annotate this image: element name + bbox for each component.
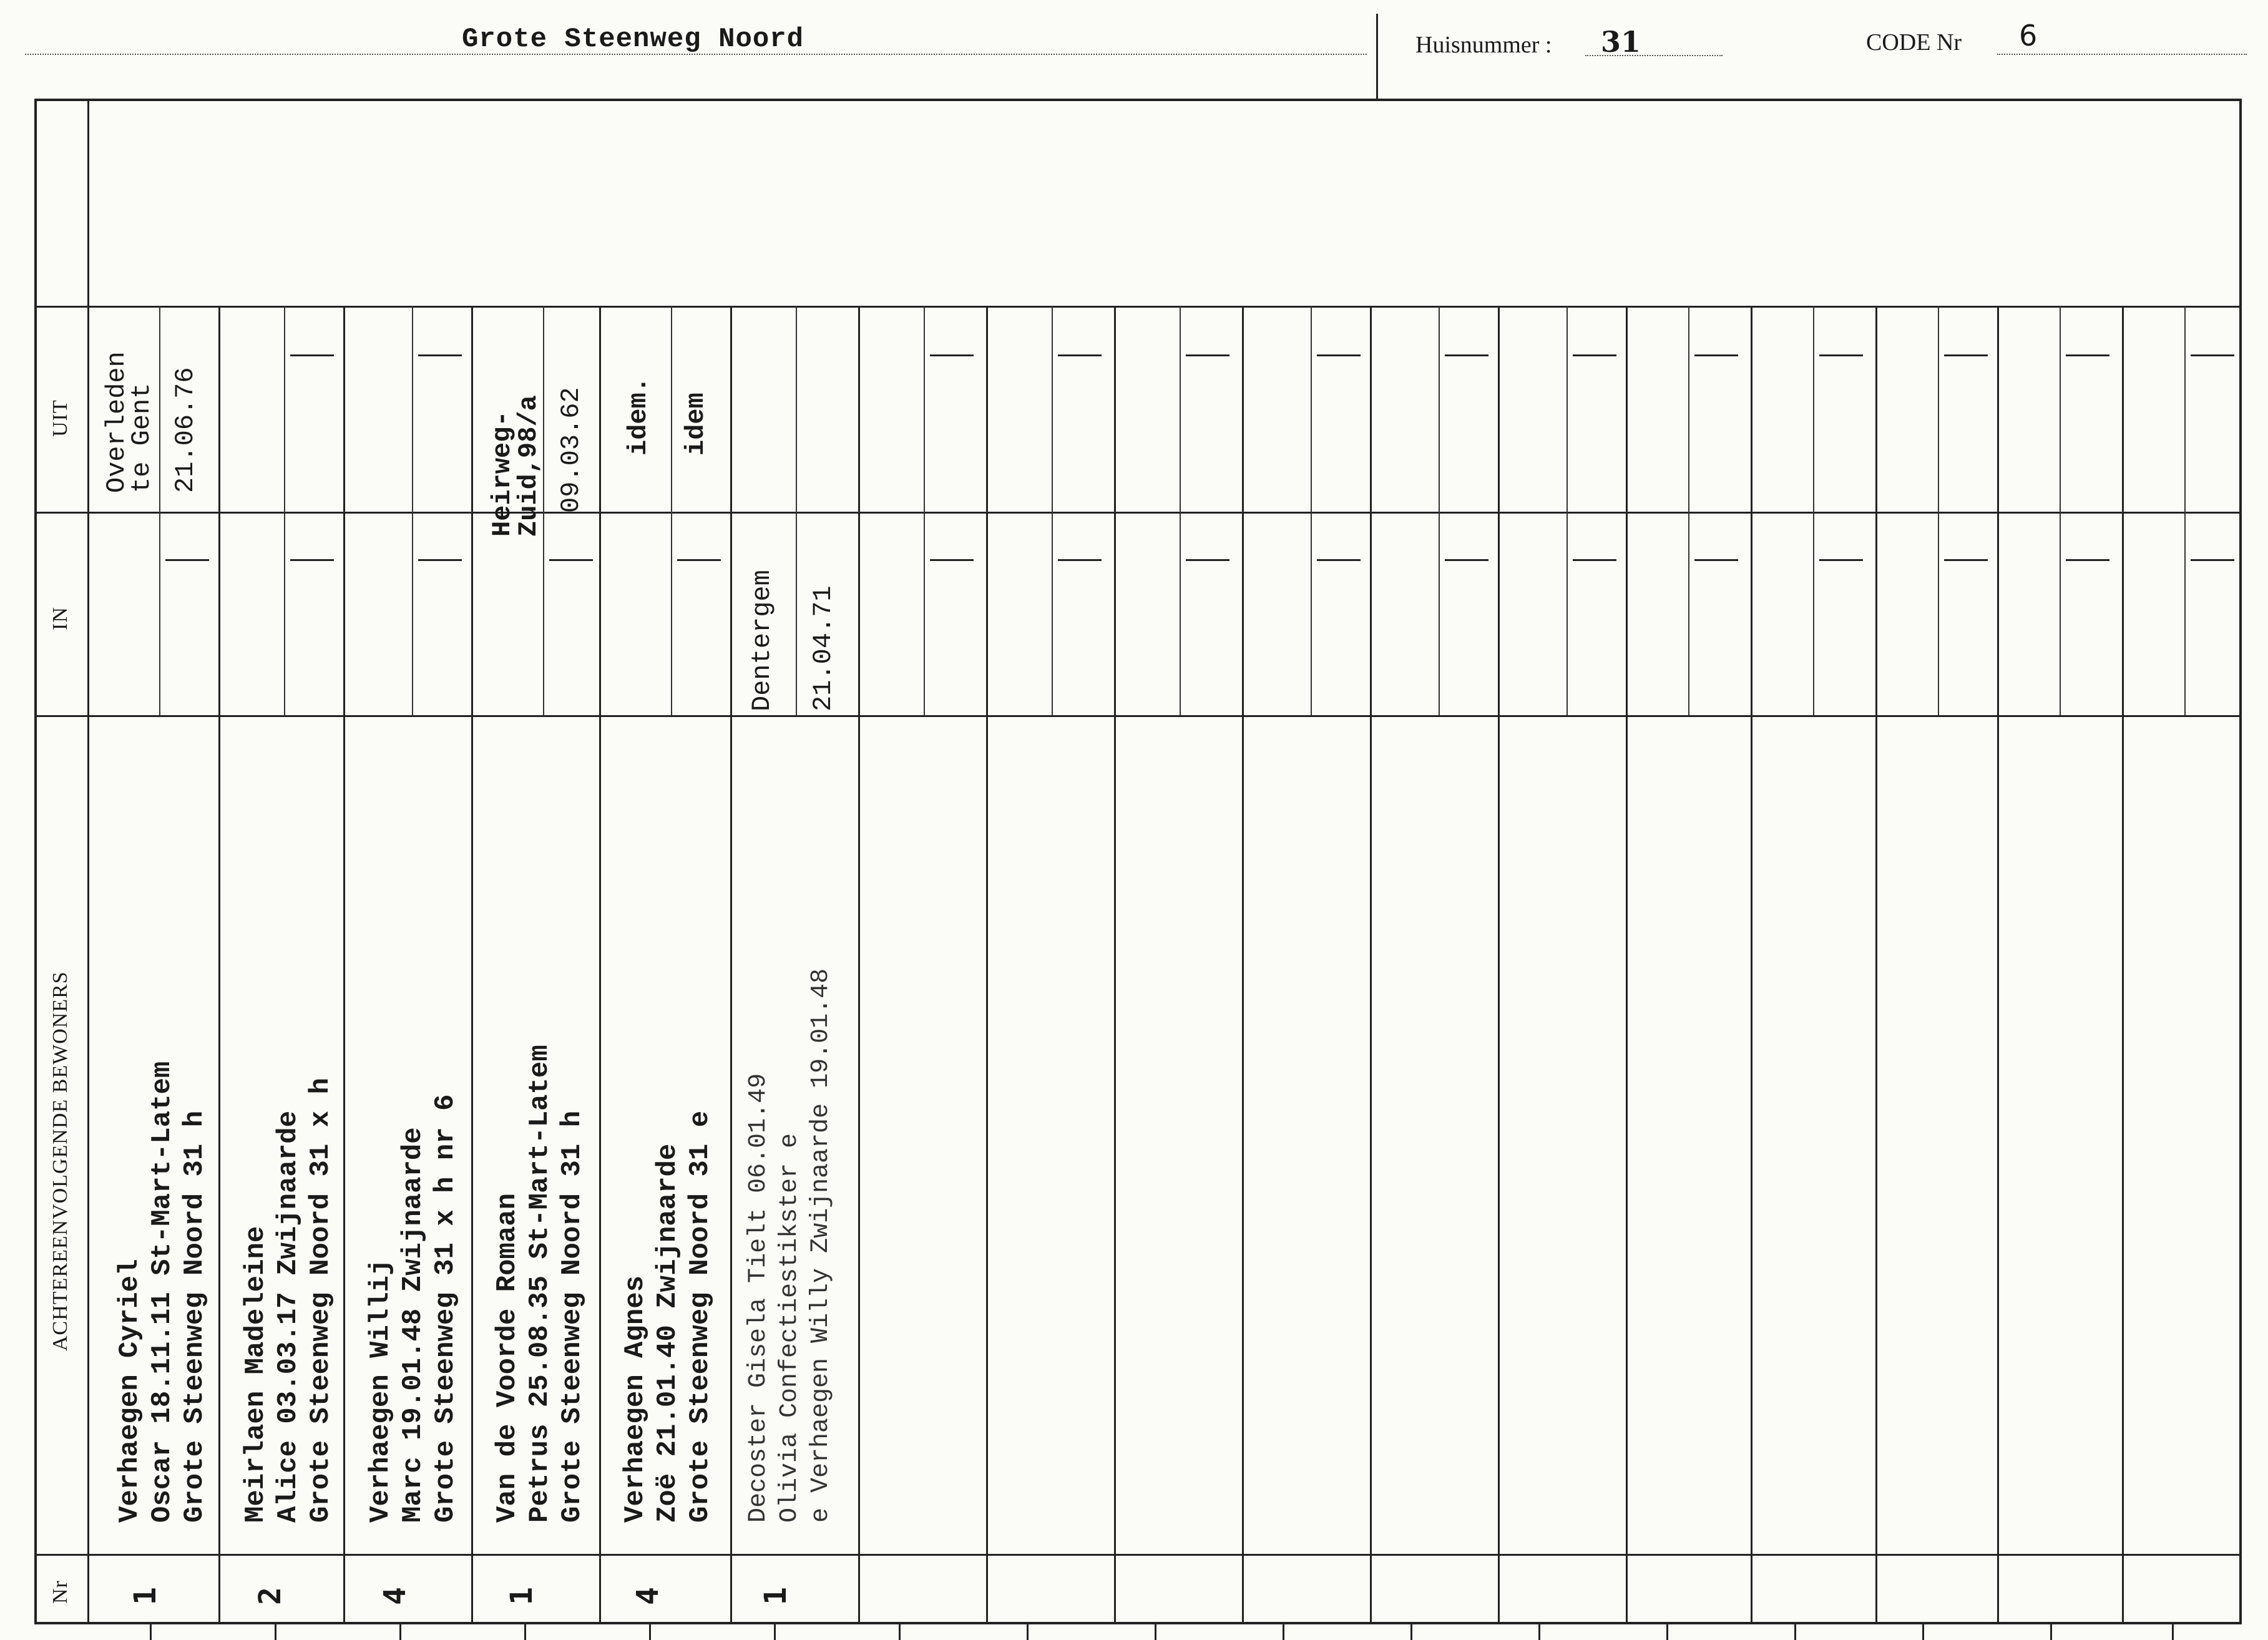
resident-name-line: Verhaegen Willij [365, 1259, 396, 1523]
uit-empty-dash [1317, 354, 1361, 356]
resident-birth-line: Marc 19.01.48 Zwijnaarde [398, 1127, 429, 1523]
subcol-12 [1567, 306, 1568, 715]
col-divider-1 [218, 306, 220, 1624]
in-empty-dash [290, 559, 334, 561]
uit-empty-dash [2191, 354, 2234, 356]
uit-place: idem. [623, 376, 653, 456]
resident-name-line: Van de Voorde Romaan [492, 1193, 523, 1523]
in-empty-dash [1573, 559, 1616, 561]
in-empty-dash [165, 559, 209, 561]
header-separator [1376, 14, 1378, 100]
col-divider-15 [1997, 306, 1999, 1624]
uit-date: idem [681, 393, 711, 456]
uit-empty-dash [1819, 354, 1863, 356]
subcol-17 [2184, 306, 2186, 715]
subcol-1 [159, 306, 160, 715]
subcol-5 [671, 306, 672, 715]
divider-in-bewoners [34, 715, 2242, 717]
in-empty-dash [418, 559, 462, 561]
resident-address-line: Grote Steenweg Noord 31 x h [305, 1078, 336, 1523]
edge-tick [899, 1623, 901, 1640]
in-empty-dash [1317, 559, 1361, 561]
edge-tick [1538, 1623, 1540, 1640]
edge-tick [649, 1623, 651, 1640]
uit-place: Overleden [102, 351, 132, 493]
col-divider-10 [1370, 306, 1372, 1624]
uit-date: 21.06.76 [170, 367, 200, 493]
uit-date: 09.03.62 [556, 387, 586, 513]
in-empty-dash [2066, 559, 2109, 561]
in-empty-dash [1445, 559, 1488, 561]
resident-name-line: Decoster Gisela Tielt 06.01.49 [745, 1073, 773, 1523]
uit-empty-dash [290, 354, 334, 356]
uit-empty-dash [2066, 354, 2109, 356]
edge-tick [774, 1623, 776, 1640]
label-column-edge [87, 99, 89, 1624]
subcol-16 [2060, 306, 2061, 715]
code-dotted-line [1997, 54, 2247, 55]
uit-empty-dash [1944, 354, 1988, 356]
record-nr: 4 [630, 1587, 665, 1605]
col-divider-13 [1751, 306, 1752, 1624]
subcol-7 [924, 306, 925, 715]
edge-tick [1410, 1623, 1412, 1640]
resident-birth-line: Petrus 25.08.35 St-Mart-Latem [524, 1045, 555, 1523]
col-divider-2 [343, 306, 345, 1624]
col-divider-9 [1242, 306, 1244, 1624]
col-divider-5 [730, 306, 732, 1624]
uit-empty-dash [1445, 354, 1488, 356]
in-empty-dash [930, 559, 974, 561]
edge-tick [524, 1623, 526, 1640]
edge-tick [399, 1623, 401, 1640]
col-divider-16 [2122, 306, 2124, 1624]
subcol-10 [1311, 306, 1312, 715]
col-divider-11 [1498, 306, 1500, 1624]
resident-address-line: Grote Steenweg Noord 31 h [557, 1110, 588, 1523]
edge-tick [2050, 1623, 2052, 1640]
divider-top-blank [34, 306, 2242, 308]
subcol-2 [284, 306, 285, 715]
subcol-8 [1052, 306, 1053, 715]
uit-empty-dash [418, 354, 462, 356]
in-section-label: IN [49, 607, 72, 630]
resident-birth-line: Oscar 18.11.11 St-Mart-Latem [147, 1061, 178, 1523]
edge-tick [275, 1623, 276, 1640]
code-value: 6 [2019, 19, 2038, 52]
subcol-9 [1180, 306, 1181, 715]
edge-tick [1666, 1623, 1668, 1640]
edge-tick [1027, 1623, 1029, 1640]
edge-tick [150, 1623, 152, 1640]
record-nr: 4 [378, 1587, 413, 1605]
resident-birth-line: Zoë 21.01.40 Zwijnaarde [652, 1143, 683, 1523]
uit-empty-dash [1058, 354, 1102, 356]
uit-empty-dash [1694, 354, 1738, 356]
nr-section-label: Nr [49, 1580, 72, 1604]
resident-birth-line: Olivia Confectiestikster e [776, 1133, 804, 1523]
in-place: Dentergem [747, 570, 777, 711]
resident-name-line: Verhaegen Cyriel [114, 1259, 145, 1523]
bewoners-section-label: ACHTEREENVOLGENDE BEWONERS [49, 971, 72, 1351]
record-nr: 1 [504, 1587, 539, 1605]
uit-empty-dash [1573, 354, 1616, 356]
divider-bewoners-nr [34, 1554, 2242, 1556]
edge-tick [1283, 1623, 1284, 1640]
in-empty-dash [1694, 559, 1738, 561]
uit-section-label: UIT [49, 399, 72, 437]
edge-tick [2172, 1623, 2174, 1640]
subcol-13 [1688, 306, 1689, 715]
resident-address-line: Grote Steenweg Noord 31 e [685, 1110, 716, 1523]
subcol-14 [1813, 306, 1814, 715]
edge-tick [1155, 1623, 1156, 1640]
code-label: CODE Nr [1866, 29, 1962, 56]
subcol-11 [1439, 306, 1440, 715]
huisnummer-value: 31 [1601, 25, 1641, 59]
divider-uit-in [34, 512, 2242, 514]
in-empty-dash [677, 559, 721, 561]
resident-birth-line: Alice 03.03.17 Zwijnaarde [273, 1110, 304, 1523]
uit-place: te Gent [127, 383, 157, 493]
resident-address-line: Grote Steenweg Noord 31 h [179, 1110, 210, 1523]
edge-tick [1922, 1623, 1924, 1640]
in-empty-dash [2191, 559, 2234, 561]
col-divider-12 [1626, 306, 1628, 1624]
record-nr: 1 [758, 1587, 793, 1605]
uit-place: Heirweg- [487, 411, 517, 537]
col-divider-4 [599, 306, 601, 1624]
edge-tick [1794, 1623, 1796, 1640]
record-nr: 2 [253, 1587, 288, 1605]
col-divider-6 [858, 306, 860, 1624]
huisnummer-label: Huisnummer : [1415, 32, 1552, 58]
in-date: 21.04.71 [808, 585, 838, 711]
col-divider-3 [471, 306, 473, 1624]
huisnummer-dotted-line [1585, 55, 1723, 56]
resident-address-line: e Verhaegen Willy Zwijnaarde 19.01.48 [807, 968, 835, 1523]
street-name: Grote Steenweg Noord [462, 24, 804, 55]
col-divider-8 [1114, 306, 1116, 1624]
in-empty-dash [1186, 559, 1229, 561]
in-empty-dash [1944, 559, 1988, 561]
resident-name-line: Meirlaen Madeleine [240, 1226, 271, 1523]
in-empty-dash [549, 559, 593, 561]
col-divider-14 [1875, 306, 1877, 1624]
uit-empty-dash [930, 354, 974, 356]
in-empty-dash [1819, 559, 1863, 561]
resident-name-line: Verhaegen Agnes [620, 1275, 651, 1523]
subcol-6 [796, 306, 797, 715]
in-empty-dash [1058, 559, 1102, 561]
subcol-3 [412, 306, 413, 715]
subcol-15 [1938, 306, 1939, 715]
uit-empty-dash [1186, 354, 1229, 356]
uit-place: Zuid,98/a [514, 395, 544, 537]
resident-address-line: Grote Steenweg 31 x h nr 6 [430, 1094, 461, 1523]
col-divider-7 [986, 306, 988, 1624]
record-nr: 1 [128, 1587, 163, 1605]
